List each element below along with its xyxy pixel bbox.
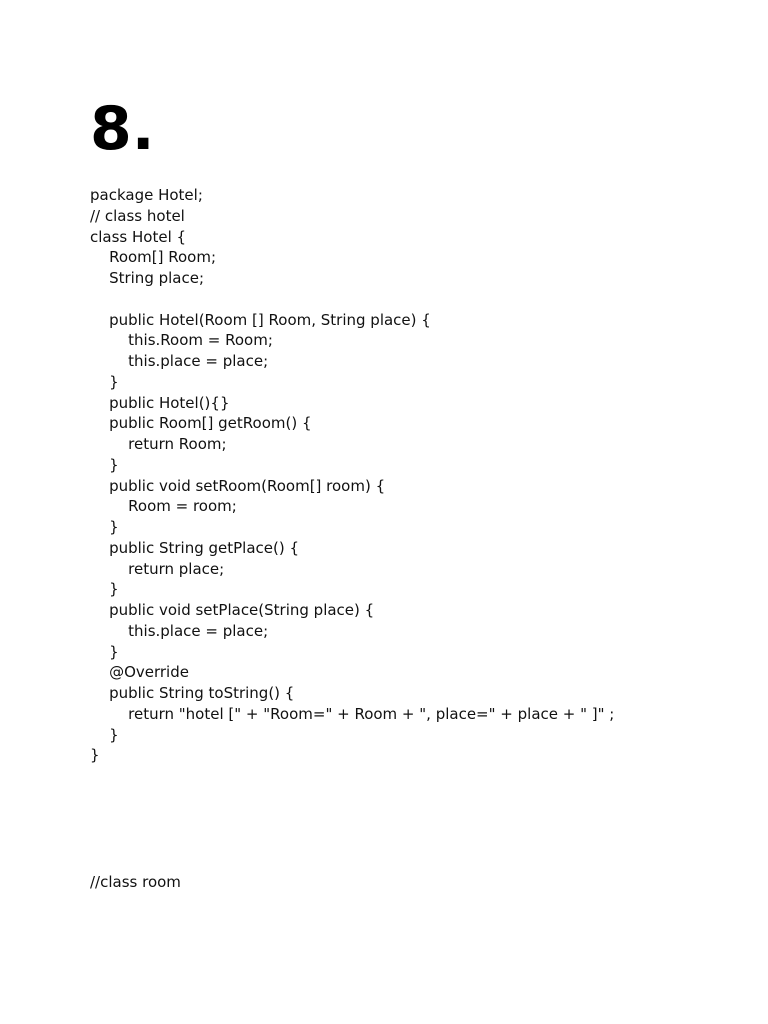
- code-line: public String getPlace() {: [90, 538, 300, 557]
- code-line: }: [90, 518, 119, 536]
- code-line: }: [90, 746, 100, 765]
- code-line: @Override: [90, 663, 189, 682]
- section-number-heading: 8.: [90, 94, 155, 164]
- code-line: public Hotel(Room [] Room, String place) {: [90, 310, 431, 329]
- code-line: return place;: [90, 559, 225, 578]
- code-line: }: [90, 455, 119, 474]
- code-line: // class hotel: [90, 206, 185, 225]
- code-line: public void setPlace(String place) {: [90, 601, 375, 619]
- code-line: class Hotel {: [90, 227, 187, 246]
- code-line: this.Room = Room;: [90, 331, 273, 350]
- code-line: return Room;: [90, 435, 227, 453]
- code-line: this.place = place;: [90, 621, 269, 640]
- code-line: this.place = place;: [90, 352, 269, 370]
- code-line: String place;: [90, 269, 205, 287]
- code-line: public String toString() {: [90, 684, 295, 702]
- code-line: public void setRoom(Room[] room) {: [90, 476, 386, 495]
- code-line: }: [90, 372, 119, 391]
- code-line: public Hotel(){}: [90, 393, 230, 412]
- code-line: public Room[] getRoom() {: [90, 414, 312, 433]
- code-line: }: [90, 725, 119, 744]
- code-block: [90, 185, 614, 766]
- code-line: package Hotel;: [90, 186, 203, 204]
- code-line: [90, 289, 614, 310]
- code-line: }: [90, 580, 119, 599]
- code-line: Room[] Room;: [90, 248, 217, 267]
- code-line: }: [90, 642, 119, 661]
- room-class-comment: //class room: [90, 873, 181, 891]
- code-line: return "hotel [" + "Room=" + Room + ", place=" + place + " ]" ;: [90, 704, 615, 723]
- code-line: Room = room;: [90, 497, 237, 516]
